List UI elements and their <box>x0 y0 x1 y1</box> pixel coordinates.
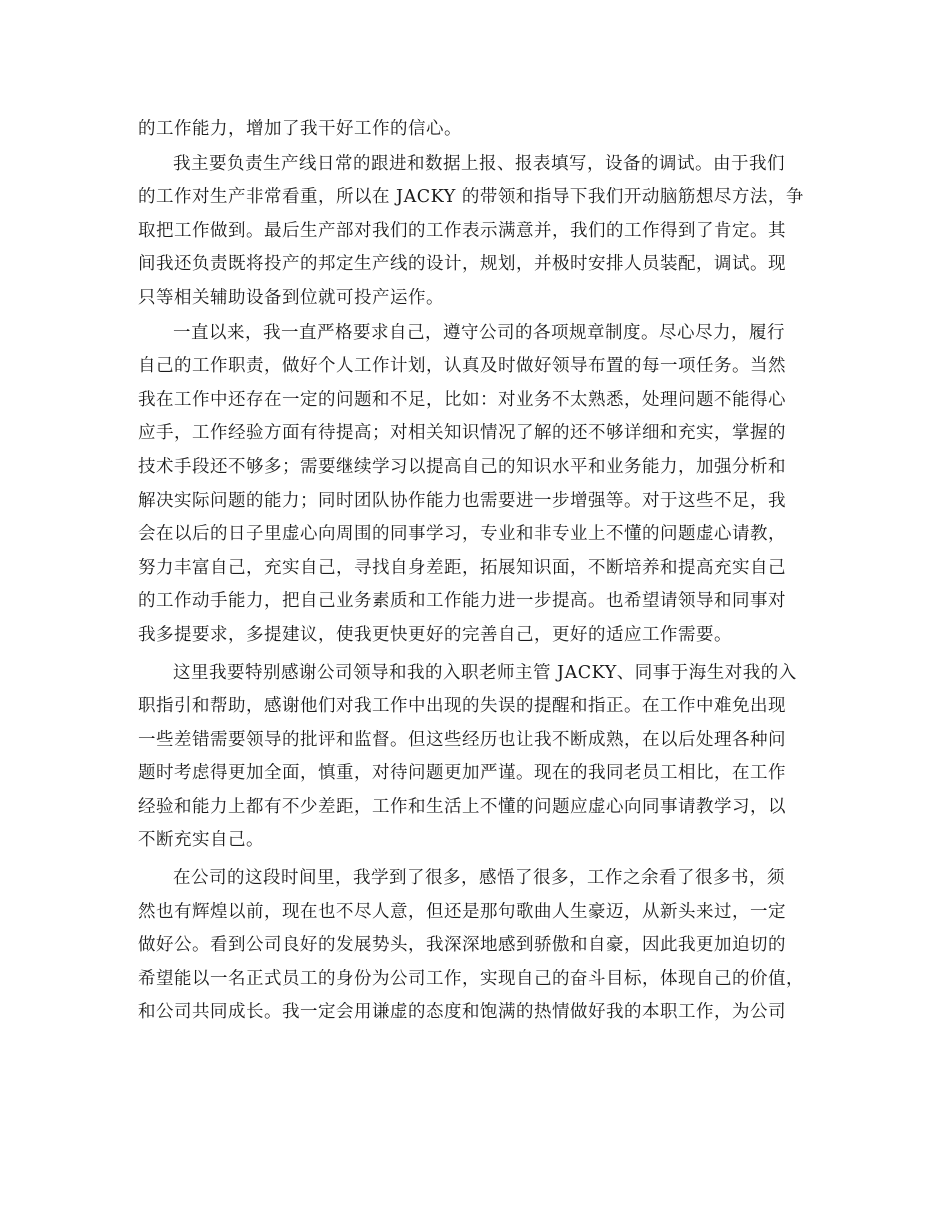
paragraph-self-assessment: 一直以来，我一直严格要求自己，遵守公司的各项规章制度。尽心尽力，履行 自己的工作职责，做好个人工作计划，认真及时做好领导布置的每一项任务。当然 我在工作中还存在一定的问题和不足，比如：对业务不太熟悉，处理问题不能得心 应手，工作经验方面有待提高；对相关知识情况了解的还不够详细和充实，掌握的 技术手段还不够多；需要继续学习以提高自己的知识水平和业务能力，加强分析和 解决实际问题的能力；同时团队协作能力也需要进一步增强等。对于这些不足，我 会在以后的日子里虚心向周围的同事学习，专业和非专业上不懂的问题虚心请教， 努力丰富自己，充实自己，寻找自身差距，拓展知识面，不断培养和提高充实自己 的工作动手能力，把自己业务素质和工作能力进一步提高。也希望请领导和同事对 我多提要求，多提建议，使我更快更好的完善自己，更好的适应工作需要。 <box>138 322 786 645</box>
paragraph-continuation: 的工作能力，增加了我干好工作的信心。 <box>138 119 462 139</box>
paragraph-production-duties: 我主要负责生产线日常的跟进和数据上报、报表填写，设备的调试。由于我们 的工作对生产非常看重，所以在 JACKY 的带领和指导下我们开动脑筋想尽方法，争 取把工作做到。最后生产部对我们的工作表示满意并，我们的工作得到了肯定。其 间我还负责既将投产的邦定生产线的设计，规划，并极时安排人员装配，调试。现 只等相关辅助设备到位就可投产运作。 <box>138 153 804 308</box>
document-body <box>138 113 814 1030</box>
paragraph-acknowledgements: 这里我要特别感谢公司领导和我的入职老师主管 JACKY、同事于海生对我的入 职指引和帮助，感谢他们对我工作中出现的失误的提醒和指正。在工作中难免出现 一些差错需要领导的批评和监督。但这些经历也让我不断成熟，在以后处理各种问 题时考虑得更加全面，慎重，对待问题更加严谨。现在的我同老员工相比，在工作 经验和能力上都有不少差距，工作和生活上不懂的问题应虚心向同事请教学习，以 不断充实自己。 <box>138 662 797 851</box>
paragraph-reflection: 在公司的这段时间里，我学到了很多，感悟了很多，工作之余看了很多书，须 然也有辉煌以前，现在也不尽人意，但还是那句歌曲人生豪迈，从新头来过，一定 做好公。看到公司良好的发展势头，我深深地感到骄傲和自豪，因此我更加迫切的 希望能以一名正式员工的身份为公司工作，实现自己的奋斗目标，体现自己的价值， 和公司共同成长。我一定会用谦虚的态度和饱满的热情做好我的本职工作，为公司 <box>138 868 804 1023</box>
